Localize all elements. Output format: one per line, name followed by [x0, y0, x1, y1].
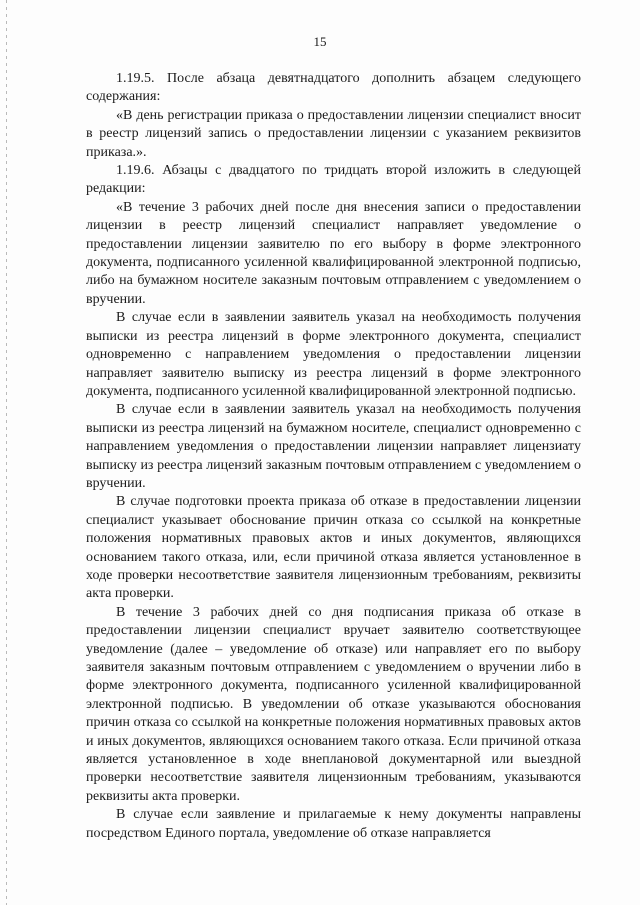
paragraph-electronic-extract: В случае если в заявлении заявитель указал на необходимость получения выписки из реестра лицензий в форме электронного документа, специалист одновременно с направлением уведомления о предоставлении лицензии направляет заявителю выписку из реестра лицензий в форме электронного документа, подписанного усиленной квалифицированной электронной подписью. — [86, 310, 581, 399]
paragraph-registration-quote: «В день регистрации приказа о предоставлении лицензии специалист вносит в реестр лицензий запись о предоставлении лицензии с указанием реквизитов приказа.». — [86, 107, 581, 160]
paragraph-1-19-6: 1.19.6. Абзацы с двадцатого по тридцать второй изложить в следующей редакции: — [86, 163, 581, 197]
paragraph-paper-extract: В случае если в заявлении заявитель указал на необходимость получения выписки из реестра лицензий на бумажном носителе, специалист одновременно с направлением уведомления о предоставлении лицензии направляет лицензиату выписку из реестра лицензий заказным почтовым отправлением с уведомлением о вручении. — [86, 402, 581, 491]
paragraph-refusal-notice: В течение 3 рабочих дней со дня подписания приказа об отказе в предоставлении лицензии специалист вручает заявителю соответствующее уведомление (далее – уведомление об отказе) или направляет его по выбору заявителя заказным почтовым отправлением с уведомлением о вручении либо в форме электронного документа, подписанного усиленной квалифицированной электронной подписью. В уведомлении об отказе указываются обоснования причин отказа со ссылкой на конкретные положения нормативных правовых актов и иных документов, являющихся основанием такого отказа. Если причиной отказа является установленное в ходе внеплановой документарной или выездной проверки несоответствие заявителя лицензионным требованиям, указываются реквизиты акта проверки. — [86, 604, 581, 804]
scan-edge — [6, 0, 7, 905]
paragraph-notification: «В течение 3 рабочих дней после дня внесения записи о предоставлении лицензии в реестр лицензий специалист направляет уведомление о предоставлении лицензии заявителю по его выбору в форме электронного документа, подписанного усиленной квалифицированной электронной подписью, либо на бумажном носителе заказным почтовым отправлением с уведомлением о вручении. — [86, 199, 581, 307]
paragraph-refusal-draft: В случае подготовки проекта приказа об отказе в предоставлении лицензии специалист указывает обоснование причин отказа со ссылкой на конкретные положения нормативных правовых актов и иных документов, являющихся основанием такого отказа, или, если причиной отказа является установленное в ходе проверки несоответствие заявителя лицензионным требованиям, реквизиты акта проверки. — [86, 494, 581, 602]
page-number: 15 — [313, 34, 327, 49]
paragraph-1-19-5: 1.19.5. После абзаца девятнадцатого дополнить абзацем следующего содержания: — [86, 71, 581, 105]
paragraph-single-portal: В случае если заявление и прилагаемые к нему документы направлены посредством Единого портала, уведомление об отказе направляется — [86, 807, 581, 841]
document-body — [86, 70, 581, 843]
